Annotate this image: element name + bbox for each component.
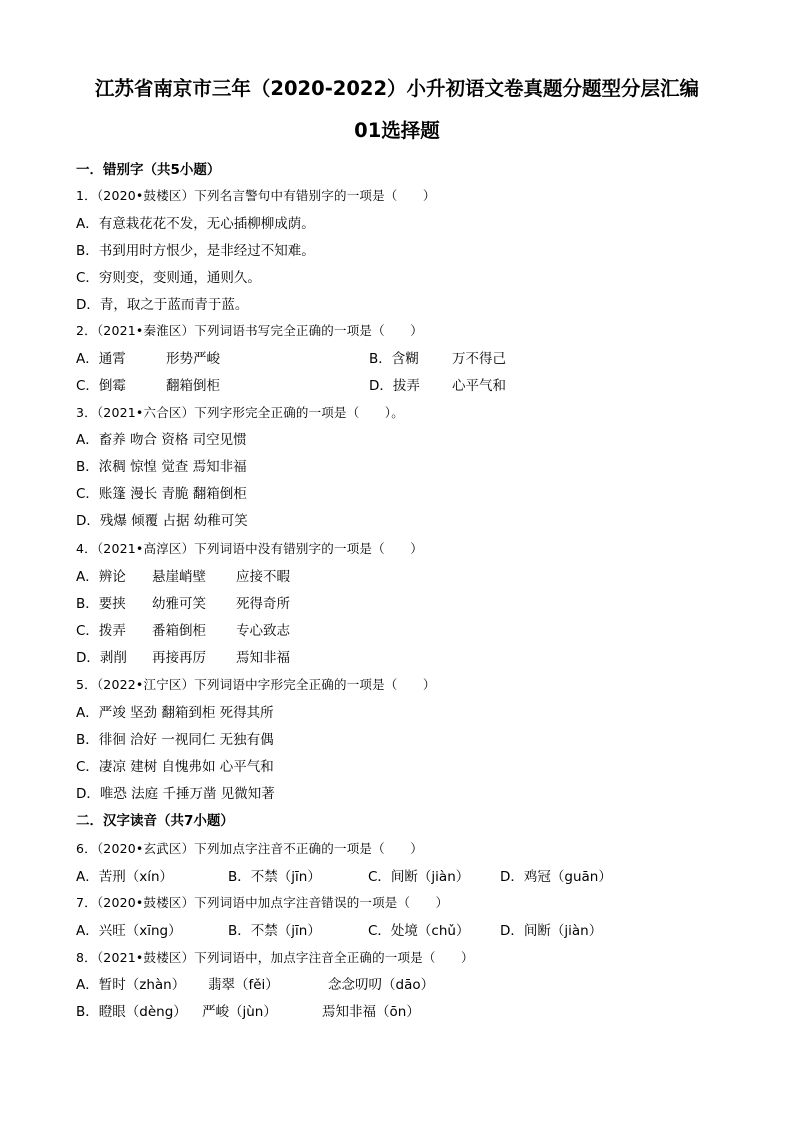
question-8-option-a-word3: 念念叨叨（dāo）: [328, 977, 435, 993]
question-4-option-c-word2: 番箱倒柜: [152, 623, 206, 639]
question-7-option-a: A．兴旺（xīng）: [76, 923, 182, 939]
question-8-option-b-word1: B．瞪眼（dèng）: [76, 1004, 187, 1020]
question-7-options: [76, 921, 736, 941]
question-4-option-d-label: D．剥削: [76, 650, 127, 666]
question-6-option-c: C．间断（jiàn）: [368, 869, 470, 885]
question-4-option-a-word2: 悬崖峭壁: [152, 569, 206, 585]
question-7-stem: 7．（2020•鼓楼区）下列词语中加点字注音错误的一项是（ ）: [76, 895, 449, 910]
question-5-option-b: B．徘徊 洽好 一视同仁 无独有偶: [76, 732, 274, 748]
question-8-option-a-word2: 翡翠（fěi）: [208, 977, 279, 993]
question-1-option-b: B．书到用时方恨少，是非经过不知难。: [76, 243, 315, 259]
question-4-option-a-word3: 应接不暇: [236, 569, 290, 585]
question-4-option-b-word3: 死得奇所: [236, 596, 290, 612]
question-4-option-d: [76, 648, 736, 668]
question-6-option-a: A．苦刑（xín）: [76, 869, 174, 885]
question-1-option-c: C．穷则变，变则通，通则久。: [76, 270, 261, 286]
question-3-option-a: A．畜养 吻合 资格 司空见惯: [76, 432, 247, 448]
question-4-option-b-word2: 幼雅可笑: [152, 596, 206, 612]
question-5-stem: 5．（2022•江宁区）下列词语中字形完全正确的一项是（ ）: [76, 677, 436, 692]
question-8-option-b: [76, 1002, 736, 1022]
question-1-stem: 1．（2020•鼓楼区）下列名言警句中有错别字的一项是（ ）: [76, 188, 436, 203]
question-6-stem: 6．（2020•玄武区）下列加点字注音不正确的一项是（ ）: [76, 841, 423, 856]
question-4-option-d-word2: 再接再厉: [152, 650, 206, 666]
question-8-option-a-word1: A．暂时（zhàn）: [76, 977, 186, 993]
question-4-option-a: [76, 567, 736, 587]
question-7-option-c: C．处境（chǔ）: [368, 923, 470, 939]
question-4-option-b: [76, 594, 736, 614]
question-5-option-a: A．严竣 坚劲 翻箱到柜 死得其所: [76, 705, 274, 721]
document-title: 江苏省南京市三年（2020-2022）小升初语文卷真题分题型分层汇编: [94, 77, 700, 100]
section-heading-pronunciation: 二．汉字读音（共7小题）: [76, 813, 234, 829]
question-8-option-b-word3: 焉知非福（ōn）: [322, 1004, 420, 1020]
question-2-row-cd: [76, 376, 736, 396]
question-4-option-c-label: C．拨弄: [76, 623, 126, 639]
question-2-option-d: D．拔弄: [369, 378, 420, 394]
question-8-option-a: [76, 975, 736, 995]
document-subtitle: 01选择题: [354, 119, 440, 142]
question-2-option-a: A．通霄: [76, 351, 126, 367]
question-3-option-c: C．账篷 漫长 青脆 翻箱倒柜: [76, 486, 247, 502]
question-2-option-b: B．含糊: [369, 351, 419, 367]
question-4-option-b-label: B．要挟: [76, 596, 126, 612]
question-6-option-d: D．鸡冠（guān）: [500, 869, 612, 885]
question-5-option-d: D．唯恐 法庭 千捶万凿 见微知著: [76, 786, 275, 802]
question-4-option-d-word3: 焉知非福: [236, 650, 290, 666]
question-4-option-c-word3: 专心致志: [236, 623, 290, 639]
question-6-option-b: B．不禁（jīn）: [228, 869, 321, 885]
question-7-option-d: D．间断（jiàn）: [500, 923, 603, 939]
question-2-option-c: C．倒霉: [76, 378, 126, 394]
question-3-option-d: D．残爆 倾覆 占据 幼稚可笑: [76, 513, 248, 529]
question-3-stem: 3．（2021•六合区）下列字形完全正确的一项是（ ）。: [76, 405, 404, 420]
question-4-option-a-label: A．辨论: [76, 569, 126, 585]
question-2-option-c-word: 翻箱倒柜: [166, 378, 220, 394]
question-6-options: [76, 867, 736, 887]
question-4-option-c: [76, 621, 736, 641]
question-1-option-d: D．青，取之于蓝而青于蓝。: [76, 297, 249, 313]
question-5-option-c: C．凄凉 建树 自愧弗如 心平气和: [76, 759, 274, 775]
section-heading-typos: 一．错别字（共5小题）: [76, 162, 221, 178]
question-3-option-b: B．浓稠 惊惶 觉查 焉知非福: [76, 459, 247, 475]
question-2-option-a-word: 形势严峻: [166, 351, 220, 367]
question-2-row-ab: [76, 349, 736, 369]
question-2-option-d-word: 心平气和: [452, 378, 506, 394]
question-7-option-b: B．不禁（jīn）: [228, 923, 321, 939]
question-4-stem: 4．（2021•高淳区）下列词语中没有错别字的一项是（ ）: [76, 541, 423, 556]
question-8-stem: 8．（2021•鼓楼区）下列词语中，加点字注音全正确的一项是（ ）: [76, 950, 474, 965]
question-2-option-b-word: 万不得己: [452, 351, 506, 367]
question-2-stem: 2．（2021•秦淮区）下列词语书写完全正确的一项是（ ）: [76, 323, 423, 338]
question-1-option-a: A．有意栽花花不发，无心插柳柳成荫。: [76, 216, 315, 232]
question-8-option-b-word2: 严峻（jùn）: [202, 1004, 277, 1020]
